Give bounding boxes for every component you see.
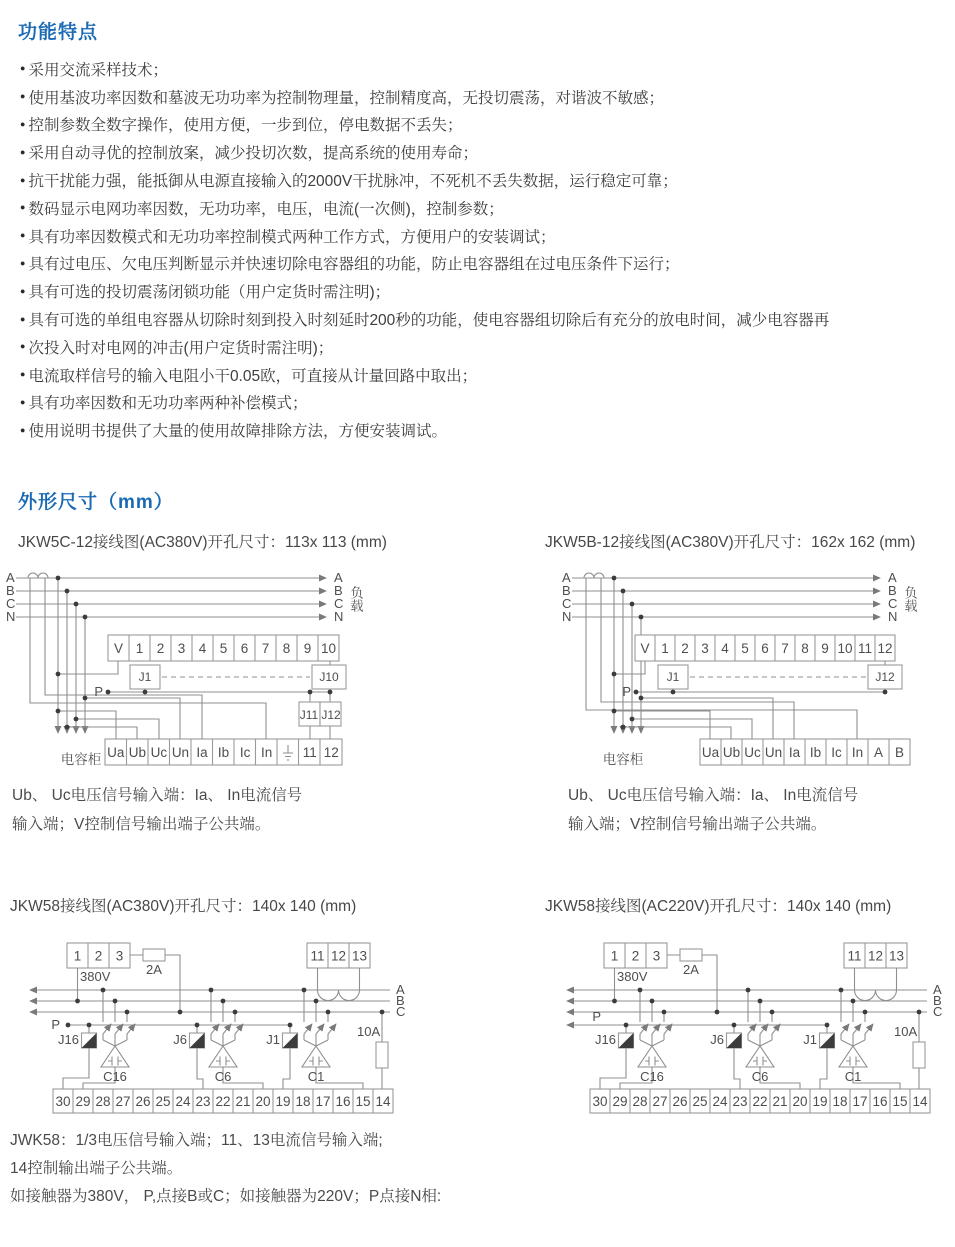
ct-icon [28, 573, 48, 578]
bullet-icon: ● [20, 202, 26, 213]
relay-j12-label: J12 [875, 670, 895, 684]
feature-text: 电流取样信号的输入电阻小干0.05欧，可直接从计量回路中取出； [28, 367, 478, 385]
terminal-cell-label: 3 [177, 641, 186, 656]
terminal-cell-label: 18 [832, 1094, 848, 1109]
capacitor-cabinet-label: 电容柜 [60, 752, 102, 767]
relay-j6-label: J6 [710, 1032, 724, 1047]
feature-item [20, 333, 829, 361]
bullet-icon: ● [20, 369, 26, 380]
caption-jkw58-380: JKW58接线图(AC380V)开孔尺寸：140x 140 (mm) [10, 898, 357, 915]
terminal-cell-label: 11 [302, 745, 317, 760]
terminal-cell-label: 1 [135, 641, 144, 656]
feature-item [20, 361, 829, 389]
terminal-cell-label: Ic [239, 745, 251, 760]
relay-j6-label: J6 [173, 1032, 187, 1047]
wiring-diagram-jkw5b-12 [540, 562, 955, 777]
terminal-cell-label: 15 [355, 1094, 371, 1109]
feature-item [20, 389, 829, 417]
terminal-cell-label: 1 [73, 948, 82, 964]
fuse-10a-label: 10A [894, 1024, 918, 1039]
phase-b-label: B [334, 583, 343, 598]
fuse-2a [143, 949, 165, 961]
phase-n-label: N [334, 609, 344, 624]
feature-text: 采用自动寻优的控制放案，减少投切次数，提高系统的使用寿命； [28, 145, 478, 163]
terminal-cell-label: 2 [156, 641, 165, 656]
feature-item [20, 416, 829, 444]
note-line: 输入端；V控制信号输出端子公共端。 [12, 816, 271, 833]
phase-c-label: C [334, 596, 344, 611]
section-title-dimensions: 外形尺寸（mm） [18, 492, 174, 513]
terminal-cell-label: Ib [809, 745, 822, 760]
terminal-cell-label: Ib [217, 745, 230, 760]
bottom-terminal-labels [592, 1094, 928, 1109]
terminal-cell-label: 21 [235, 1094, 251, 1109]
bullet-icon: ● [20, 118, 26, 129]
bottom-terminal-labels [55, 1094, 391, 1109]
terminal-cell-label: 7 [261, 641, 270, 656]
terminal-cell-label: 20 [792, 1094, 808, 1109]
feature-item [20, 194, 829, 222]
note-line: Ub、 Uc电压信号输入端：Ia、 In电流信号 [568, 787, 859, 804]
wiring-diagram-jkw58-220 [545, 940, 945, 1122]
terminal-cell-label: 22 [752, 1094, 768, 1109]
phase-b-label: B [888, 583, 897, 598]
feature-text: 具有功率因数模式和无功功率控制模式两种工作方式，方便用户的安装调试； [28, 228, 556, 246]
note-line: 如接触器为380V， P,点接B或C；如接触器为220V；P点接N相: [10, 1188, 442, 1205]
relay-j1-label: J1 [803, 1032, 817, 1047]
terminal-cell-label: In [261, 745, 273, 760]
relay-j1-label: J1 [666, 670, 680, 684]
terminal-cell-label: 16 [335, 1094, 351, 1109]
load-label: 负载 [348, 586, 364, 612]
terminal-cell-label: 1 [661, 641, 669, 656]
terminal-cell-label: 5 [219, 641, 228, 656]
bullet-icon: ● [20, 230, 26, 241]
phase-a-label: A [562, 570, 571, 585]
phase-b-label: B [562, 583, 571, 598]
terminal-cell-label: 3 [652, 948, 661, 964]
section-title-features: 功能特点 [18, 22, 99, 43]
ct-coils-icon [855, 968, 897, 1001]
terminal-cell-label: Ic [831, 745, 842, 760]
cap-c16-label: C16 [103, 1069, 127, 1084]
feature-item [20, 166, 829, 194]
feature-text: 控制参数全数字操作，使用方便，一步到位，停电数据不丢失； [28, 117, 463, 135]
relay-j10-label: J10 [319, 670, 339, 684]
feature-item [20, 222, 829, 250]
phase-c-label: C [6, 596, 16, 611]
terminal-cell-label: 11 [310, 948, 325, 964]
top-left-terminal-labels [74, 949, 124, 964]
terminal-cell-label: 10 [837, 641, 853, 656]
terminal-cell-label: 13 [888, 948, 905, 964]
bullet-icon: ● [20, 285, 26, 296]
phase-b-label: B [396, 993, 405, 1008]
terminal-cell-label: 11 [857, 641, 873, 656]
phase-n-label: N [6, 609, 16, 624]
terminal-cell-label: 2 [631, 948, 640, 964]
terminal-cell-label: Uc [744, 745, 761, 760]
cap-c6-label: C6 [751, 1069, 769, 1084]
bottom-terminal-labels [107, 745, 339, 760]
terminal-cell-label: 8 [801, 641, 809, 656]
terminal-cell-label: Ub [722, 745, 741, 760]
terminal-cell-label: 27 [652, 1094, 668, 1109]
terminal-cell-label: 14 [912, 1094, 928, 1109]
terminal-cell-label: 19 [275, 1094, 291, 1109]
terminal-cell-label: Ia [196, 745, 208, 760]
phase-n-label: N [562, 609, 572, 624]
terminal-cell-label: 17 [852, 1094, 868, 1109]
feature-item [20, 250, 829, 278]
note-line: 14控制输出端子公共端。 [10, 1160, 183, 1177]
terminal-cell-label: V [113, 641, 124, 656]
phase-n-label: N [888, 609, 898, 624]
terminal-cell-label: 28 [95, 1094, 111, 1109]
p-label: P [51, 1017, 60, 1032]
bullet-icon: ● [20, 146, 26, 157]
terminal-cell-label: 24 [712, 1094, 728, 1109]
terminal-cell-label: 11 [847, 948, 862, 964]
terminal-cell-label: 30 [592, 1094, 608, 1109]
phase-lines [16, 573, 326, 617]
terminal-cell-label: 8 [282, 641, 291, 656]
feature-text: 抗干扰能力强，能抵御从电源直接输入的2000V干扰脉冲，不死机不丢失数据，运行稳定可靠； [28, 173, 678, 191]
terminal-cell-label: 14 [375, 1094, 391, 1109]
top-right-terminal-labels [847, 949, 904, 964]
fuse-2a [680, 949, 702, 961]
relay-j1-label: J1 [138, 670, 152, 684]
features-list [20, 55, 829, 444]
feature-text: 使用说明书提供了大量的使用故障排除方法，方便安装调试。 [28, 423, 447, 441]
terminal-cell-label: V [640, 641, 650, 656]
feature-item [20, 83, 829, 111]
terminal-cell-label: In [851, 745, 864, 760]
bullet-icon: ● [20, 63, 26, 74]
phase-lines [567, 990, 927, 1025]
terminal-cell-label: 20 [255, 1094, 271, 1109]
p-label: P [592, 1009, 601, 1024]
caption-jkw58-220: JKW58接线图(AC220V)开孔尺寸：140x 140 (mm) [545, 898, 892, 915]
terminal-cell-label: Uc [150, 745, 168, 760]
voltage-label: 380V [617, 969, 648, 984]
feature-item [20, 305, 829, 333]
feature-text: 数码显示电网功率因数，无功功率，电压，电流(一次侧)，控制参数； [28, 200, 504, 218]
phase-b-label: B [6, 583, 15, 598]
note-jkw5c [12, 781, 302, 839]
terminal-cell-label: 30 [55, 1094, 71, 1109]
terminal-cell-label: Ia [788, 745, 801, 760]
relay-j16-label: J16 [58, 1032, 79, 1047]
terminal-cell-label: 12 [877, 641, 893, 656]
relay-j1-label: J1 [266, 1032, 280, 1047]
feature-text: 次投入时对电网的冲击(用户定货时需注明)； [28, 339, 334, 357]
feature-item [20, 55, 829, 83]
terminal-cell-label: 19 [812, 1094, 828, 1109]
relay-j12-label: J12 [321, 708, 341, 722]
note-line: JWK58：1/3电压信号输入端；11、13电流信号输入端; [10, 1132, 383, 1149]
bullet-icon: ● [20, 91, 26, 102]
feature-text: 采用交流采样技术； [28, 61, 168, 79]
ct-coils-icon [318, 968, 360, 1001]
p-label: P [622, 684, 631, 699]
phase-a-label: A [6, 570, 15, 585]
terminal-cell-label: 4 [198, 641, 207, 656]
terminal-cell-label: 18 [295, 1094, 311, 1109]
terminal-cell-label: 27 [115, 1094, 131, 1109]
note-line: 输入端；V控制信号输出端子公共端。 [568, 816, 827, 833]
bullet-icon: ● [20, 396, 26, 407]
terminal-cell-label: Un [764, 745, 783, 760]
terminal-cell-label: 6 [761, 641, 769, 656]
terminal-cell-label: 5 [741, 641, 749, 656]
relay-j11-label: J11 [299, 708, 319, 722]
terminal-cell-label: 29 [612, 1094, 628, 1109]
terminal-cell-label: 24 [175, 1094, 191, 1109]
phase-a-label: A [334, 570, 343, 585]
terminal-cell-label: 22 [215, 1094, 231, 1109]
terminal-cell-label: Ua [701, 745, 720, 760]
note-jkw58 [10, 1127, 441, 1211]
cap-c6-label: C6 [214, 1069, 232, 1084]
terminal-cell-label: 26 [135, 1094, 151, 1109]
cap-c1-label: C1 [844, 1069, 862, 1084]
phase-lines [30, 990, 390, 1012]
junction-dots [66, 988, 385, 1028]
terminal-cell-label: B [894, 745, 905, 760]
fuse-2a-label: 2A [146, 962, 162, 977]
terminal-cell-label: 23 [195, 1094, 211, 1109]
terminal-cell-label: 21 [772, 1094, 788, 1109]
terminal-cell-label: 3 [115, 948, 124, 964]
terminal-cell-label: 4 [721, 641, 729, 656]
note-line: Ub、 Uc电压信号输入端：Ia、 In电流信号 [12, 787, 303, 804]
feature-text: 具有功率因数和无功功率两种补偿模式； [28, 395, 308, 413]
phase-c-label: C [933, 1004, 943, 1019]
terminal-cell-label: 12 [323, 745, 339, 760]
terminal-cell-label: 2 [681, 641, 689, 656]
terminal-cell-label: 25 [692, 1094, 708, 1109]
feature-item [20, 138, 829, 166]
phase-a-label: A [396, 982, 405, 997]
terminal-cell-label: 17 [315, 1094, 331, 1109]
bullet-icon: ● [20, 313, 26, 324]
phase-a-label: A [888, 570, 897, 585]
phase-c-label: C [396, 1004, 406, 1019]
terminal-cell-label: Ub [128, 745, 146, 760]
fuse-10a-label: 10A [357, 1024, 381, 1039]
top-left-terminal-labels [611, 949, 661, 964]
terminal-cell-label: Un [171, 745, 190, 760]
phase-c-label: C [562, 596, 572, 611]
terminal-cell-label: 3 [701, 641, 709, 656]
load-label: 负载 [902, 586, 918, 612]
caption-jkw5c-12: JKW5C-12接线图(AC380V)开孔尺寸：113x 113 (mm) [18, 534, 387, 551]
bullet-icon: ● [20, 424, 26, 435]
phase-lines [572, 573, 880, 617]
terminal-cell-label: 12 [330, 948, 347, 964]
feature-text: 使用基波功率因数和墓波无功功率为控制物理量，控制精度高，无投切震荡，对谐波不敏感； [28, 89, 664, 107]
terminal-cell-label: 12 [867, 948, 884, 964]
phase-c-label: C [888, 596, 898, 611]
fuse-2a-label: 2A [683, 962, 699, 977]
terminal-cell-label: 25 [155, 1094, 171, 1109]
terminal-cell-label: 9 [303, 641, 312, 656]
cap-c1-label: C1 [307, 1069, 325, 1084]
caption-jkw5b-12: JKW5B-12接线图(AC380V)开孔尺寸：162x 162 (mm) [545, 534, 916, 551]
fuse-10a [913, 1042, 925, 1068]
terminal-cell-label: 28 [632, 1094, 648, 1109]
note-jkw5b [568, 781, 858, 839]
terminal-cell-label: A [873, 745, 884, 760]
terminal-cell-label: 10 [320, 641, 337, 656]
phase-b-label: B [933, 993, 942, 1008]
bullet-icon: ● [20, 341, 26, 352]
fuse-10a [376, 1042, 388, 1068]
terminal-cell-label: 1 [610, 948, 619, 964]
wiring-diagram-jkw58-380 [8, 940, 408, 1122]
terminal-cell-label: Ua [107, 745, 125, 760]
bullet-icon: ● [20, 174, 26, 185]
feature-text: 具有过电压、欠电压判断显示并快速切除电容器组的功能，防止电容器组在过电压条件下运行； [28, 256, 680, 274]
bullet-icon: ● [20, 257, 26, 268]
voltage-label: 380V [80, 969, 111, 984]
terminal-cell-label: 26 [672, 1094, 688, 1109]
feature-text: 具有可选的投切震荡闭锁功能（用户定货时需注明)； [28, 284, 391, 302]
cap-c16-label: C16 [640, 1069, 664, 1084]
top-right-terminal-labels [310, 949, 367, 964]
terminal-cell-label: 2 [94, 948, 103, 964]
terminal-cell-label: 29 [75, 1094, 91, 1109]
terminal-cell-label: 7 [781, 641, 789, 656]
feature-text: 具有可选的单组电容器从切除时刻到投入时刻延时200秒的功能，使电容器组切除后有充分的放电时间，减少电容器再 [28, 312, 830, 330]
terminal-cell-label: 23 [732, 1094, 748, 1109]
capacitor-cabinet-label: 电容柜 [602, 752, 644, 767]
terminal-cell-label: 16 [872, 1094, 888, 1109]
terminal-cell-label: 15 [892, 1094, 908, 1109]
relay-j16-label: J16 [595, 1032, 616, 1047]
feature-item [20, 277, 829, 305]
wiring-diagram-jkw5c-12 [0, 562, 460, 777]
terminal-cell-label: 9 [821, 641, 829, 656]
p-label: P [94, 684, 103, 699]
terminal-cell-label: 13 [351, 948, 368, 964]
feature-item [20, 111, 829, 139]
ct-icon [584, 573, 604, 578]
phase-a-label: A [933, 982, 942, 997]
terminal-cell-label: 6 [240, 641, 249, 656]
